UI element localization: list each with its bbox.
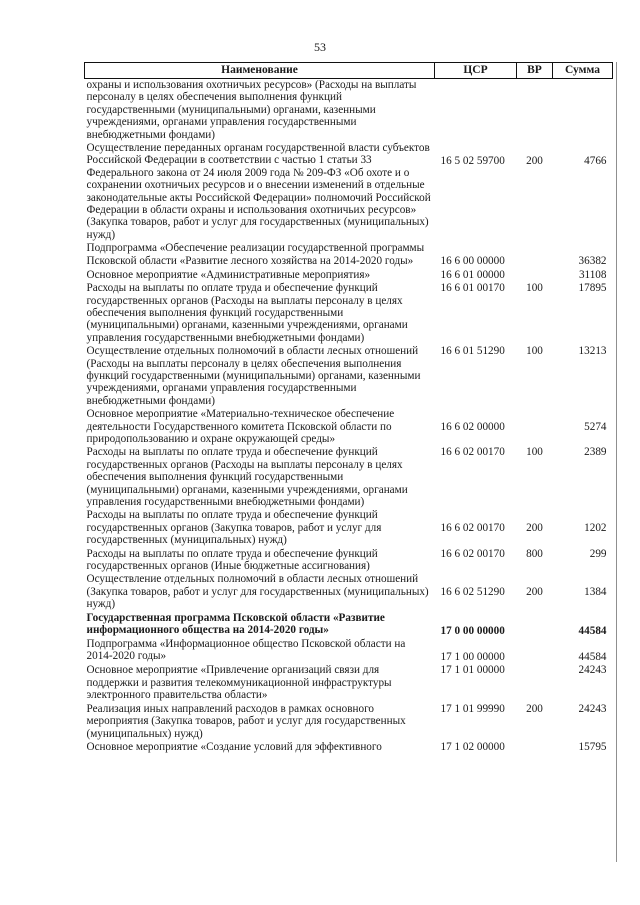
- row-sum-cell: 5274: [584, 421, 607, 434]
- row-csr-cell: [435, 79, 517, 143]
- row-vr-cell: [517, 79, 553, 143]
- row-name-cell: Основное мероприятие «Материально-техническое обеспечение деятельности Государственного комитета Псковской области по природопользованию и охране окружающей среды»: [86, 408, 395, 445]
- row-name-cell: Государственная программа Псковской области «Развитие информационного общества на 2014-2020 годы»: [86, 611, 385, 637]
- table-row: [85, 345, 613, 408]
- row-vr-cell: [517, 269, 553, 282]
- table-row: [85, 142, 613, 242]
- row-sum-cell: 4766: [584, 155, 607, 168]
- row-name-cell: Основное мероприятие «Административные мероприятия»: [86, 268, 371, 281]
- row-vr-cell: 100: [526, 345, 543, 358]
- header-sum: Сумма: [553, 63, 613, 79]
- row-name-cell: Реализация иных направлений расходов в рамках основного мероприятия (Закупка товаров, работ и услуг для государственных (муниципальных) нужд): [86, 702, 406, 740]
- row-csr-cell: 16 6 01 51290: [440, 345, 505, 358]
- table-row: [85, 282, 613, 345]
- row-csr-cell: 16 6 02 00170: [440, 547, 505, 560]
- row-vr-cell: 200: [526, 522, 543, 535]
- row-name-cell: Основное мероприятие «Привлечение организаций связи для поддержки и развития телекоммуникационной инфраструктуры электронного правительства области»: [86, 664, 392, 702]
- table-body: [85, 79, 613, 755]
- row-sum-cell: 1202: [584, 522, 607, 535]
- row-name-cell: Расходы на выплаты по оплате труда и обеспечение функций государственных органов (Закупка товаров, работ и услуг для государственных (муниципальных) нужд): [86, 509, 382, 547]
- row-sum-cell: 36382: [578, 255, 607, 268]
- header-name: Наименование: [85, 63, 435, 79]
- row-name-cell: Осуществление переданных органам государственной власти субъектов Российской Федерации в соответствии с частью 1 статьи 33 Федерального закона от 24 июля 2009 года № 209-ФЗ «Об охоте и о сохранении охотничьих ресурсов и о внесении изменений в отдельные законодательные акты Российской Федерации» полномочий Российской Федерации в области охраны и использования охотничьих ресурсов» (Закупка товаров, работ и услуг для государственных (муниципальных) нужд): [86, 142, 431, 241]
- row-sum-cell: 44584: [578, 651, 607, 664]
- row-vr-cell: 800: [526, 547, 543, 560]
- budget-table-container: [84, 62, 612, 754]
- row-name-cell: охраны и использования охотничьих ресурсов» (Расходы на выплаты персоналу в целях обеспечения выполнения функций государственными (муниципальными) органами, казенными учреждениями, органами управления государственными внебюджетными фондами): [86, 79, 417, 141]
- row-sum-cell: [553, 79, 613, 143]
- row-csr-cell: 17 1 01 00000: [440, 664, 505, 677]
- table-row: [85, 612, 613, 638]
- row-vr-cell: [517, 741, 553, 754]
- row-vr-cell: 100: [526, 446, 543, 459]
- table-row: [85, 446, 613, 509]
- row-name-cell: Осуществление отдельных полномочий в области лесных отношений (Закупка товаров, работ и услуг для государственных (муниципальных) нужд): [86, 573, 429, 611]
- row-sum-cell: 2389: [584, 446, 607, 459]
- row-sum-cell: 31108: [578, 268, 607, 281]
- row-csr-cell: 16 6 02 00170: [440, 446, 505, 459]
- table-row: [85, 269, 613, 282]
- row-name-cell: Расходы на выплаты по оплате труда и обеспечение функций государственных органов (Расходы на выплаты персоналу в целях обеспечения выполнения функций государственными (муниципальными) органами, казенными учреждениями, органами управления государственными внебюджетными фондами): [86, 282, 408, 344]
- row-name-cell: Подпрограмма «Информационное общество Псковской области на 2014-2020 годы»: [86, 638, 406, 663]
- row-sum-cell: 13213: [578, 345, 607, 358]
- row-vr-cell: 100: [526, 282, 543, 295]
- row-sum-cell: 15795: [578, 740, 607, 753]
- table-row: [85, 703, 613, 741]
- row-sum-cell: 44584: [578, 624, 607, 637]
- table-row: [85, 548, 613, 574]
- table-row: [85, 242, 613, 268]
- row-vr-cell: [517, 638, 553, 664]
- row-csr-cell: 16 6 02 51290: [440, 586, 505, 599]
- table-row: [85, 664, 613, 702]
- row-vr-cell: [517, 242, 553, 268]
- row-csr-cell: 17 1 02 00000: [440, 740, 505, 753]
- row-vr-cell: 200: [526, 155, 543, 168]
- row-csr-cell: 16 6 00 00000: [440, 255, 505, 268]
- table-row: [85, 79, 613, 143]
- table-row: [85, 509, 613, 547]
- table-row: [85, 573, 613, 611]
- row-csr-cell: 16 6 01 00000: [440, 268, 505, 281]
- page-number: 53: [314, 40, 326, 54]
- row-sum-cell: 24243: [578, 702, 607, 715]
- row-sum-cell: 17895: [578, 282, 607, 295]
- page-edge-rule: [616, 62, 617, 862]
- row-sum-cell: 299: [589, 547, 607, 560]
- row-csr-cell: 17 0 00 00000: [440, 624, 505, 637]
- table-row: [85, 408, 613, 446]
- row-vr-cell: 200: [526, 586, 543, 599]
- row-name-cell: Осуществление отдельных полномочий в области лесных отношений (Расходы на выплаты персоналу в целях обеспечения выполнения функций государственными (муниципальными) органами, казенными учреждениями, органами управления государственными внебюджетными фондами): [86, 345, 421, 407]
- row-csr-cell: 16 6 02 00000: [440, 421, 505, 434]
- table-row: [85, 741, 613, 754]
- row-csr-cell: 17 1 00 00000: [440, 651, 505, 664]
- row-name-cell: Расходы на выплаты по оплате труда и обеспечение функций государственных органов (Иные бюджетные ассигнования): [86, 547, 378, 573]
- table-row: [85, 638, 613, 664]
- row-vr-cell: [517, 612, 553, 638]
- row-name-cell: Основное мероприятие «Создание условий для эффективного: [86, 740, 382, 753]
- row-vr-cell: [517, 664, 553, 702]
- row-csr-cell: 17 1 01 99990: [440, 702, 505, 715]
- row-sum-cell: 1384: [584, 586, 607, 599]
- header-csr: ЦСР: [435, 63, 517, 79]
- table-header-row: [85, 63, 613, 79]
- row-csr-cell: 16 5 02 59700: [440, 155, 505, 168]
- row-name-cell: Расходы на выплаты по оплате труда и обеспечение функций государственных органов (Расходы на выплаты персоналу в целях обеспечения выполнения функций государственными (муниципальными) органами, казенными учреждениями, органами управления государственными внебюджетными фондами): [86, 446, 408, 508]
- row-vr-cell: 200: [526, 702, 543, 715]
- budget-table: [84, 62, 613, 754]
- row-vr-cell: [517, 408, 553, 446]
- row-csr-cell: 16 6 01 00170: [440, 282, 505, 295]
- header-vr: ВР: [517, 63, 553, 79]
- row-csr-cell: 16 6 02 00170: [440, 522, 505, 535]
- row-name-cell: Подпрограмма «Обеспечение реализации государственной программы Псковской области «Развитие лесного хозяйства на 2014-2020 годы»: [86, 242, 425, 267]
- row-sum-cell: 24243: [578, 664, 607, 677]
